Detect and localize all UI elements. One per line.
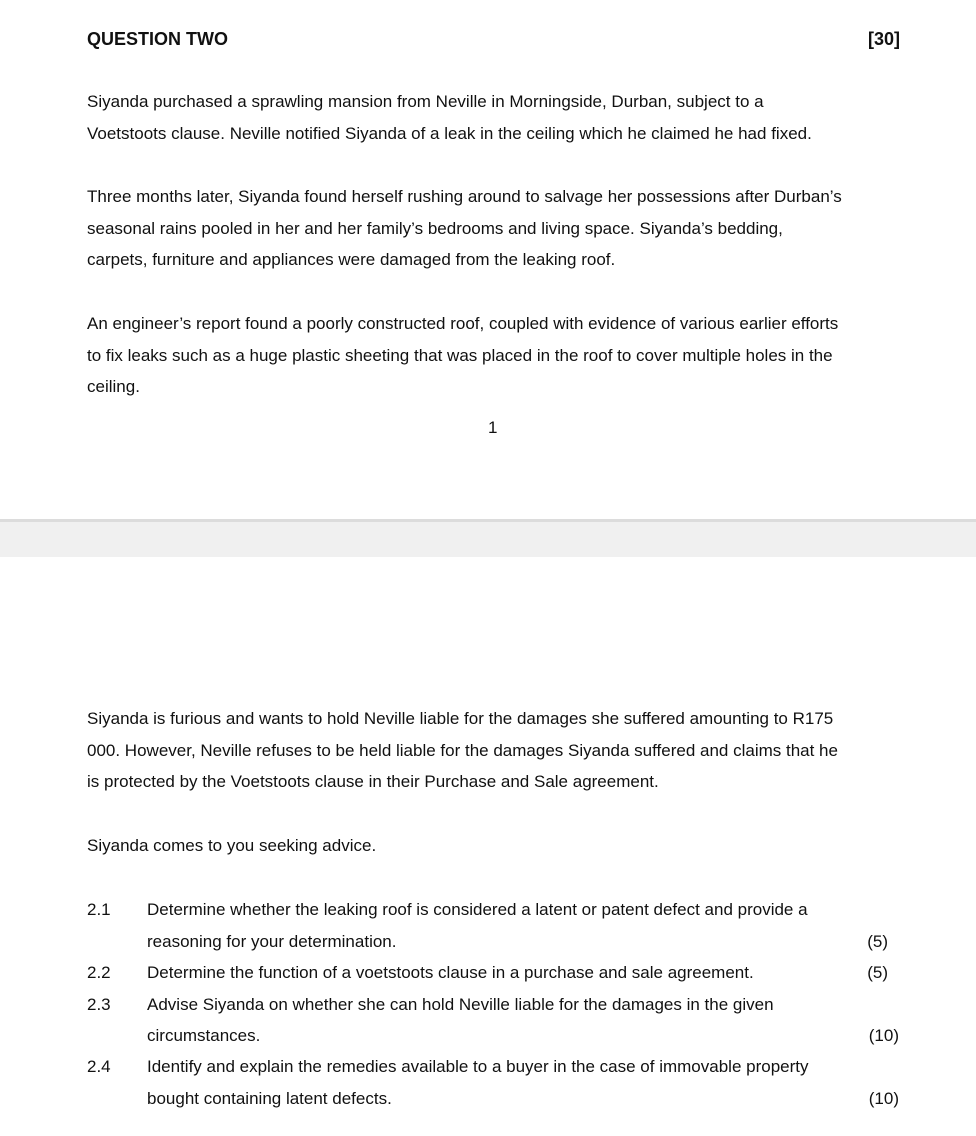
question-title: QUESTION TWO <box>87 29 228 49</box>
question-number: 2.2 <box>87 963 111 982</box>
question-marks: (5) <box>867 963 888 982</box>
question-text-line: Advise Siyanda on whether she can hold Neville liable for the damages in the given <box>147 995 774 1014</box>
paragraph-2 <box>87 181 917 276</box>
paragraph-line: seasonal rains pooled in her and her family’s bedrooms and living space. Siyanda’s bedding, <box>87 218 783 238</box>
paragraph-line: 000. However, Neville refuses to be held liable for the damages Siyanda suffered and claims that he <box>87 740 838 760</box>
paragraph-line: An engineer’s report found a poorly constructed roof, coupled with evidence of various earlier efforts <box>87 314 839 333</box>
question-number: 2.1 <box>87 900 111 919</box>
question-number: 2.4 <box>87 1057 111 1076</box>
paragraph-5 <box>87 830 917 862</box>
document-page-1 <box>0 0 976 519</box>
paragraph-line: to fix leaks such as a huge plastic sheeting that was placed in the roof to cover multiple holes in the <box>87 345 833 365</box>
page-separator <box>0 519 976 557</box>
paragraph-line: Siyanda is furious and wants to hold Neville liable for the damages she suffered amounting to R175 <box>87 709 834 728</box>
question-text-line: Determine whether the leaking roof is considered a latent or patent defect and provide a <box>147 900 808 919</box>
question-text-line: Determine the function of a voetstoots clause in a purchase and sale agreement. <box>147 963 754 982</box>
paragraph-4 <box>87 703 917 798</box>
question-text-line: bought containing latent defects. <box>147 1089 392 1108</box>
paragraph-3 <box>87 308 917 403</box>
question-marks: (10) <box>868 1026 899 1045</box>
paragraph-line: Siyanda purchased a sprawling mansion from Neville in Morningside, Durban, subject to a <box>87 92 764 111</box>
question-text-line: Identify and explain the remedies available to a buyer in the case of immovable property <box>147 1057 809 1076</box>
question-marks: (10) <box>868 1089 899 1108</box>
question-marks: (5) <box>867 932 888 951</box>
paragraph-line: Three months later, Siyanda found herself rushing around to salvage her possessions after Durban’s <box>87 187 842 206</box>
paragraph-1 <box>87 86 917 149</box>
question-text-line: circumstances. <box>147 1026 261 1045</box>
paragraph-line: carpets, furniture and appliances were damaged from the leaking roof. <box>87 250 616 269</box>
paragraph-line: Siyanda comes to you seeking advice. <box>87 836 377 855</box>
paragraph-line: Voetstoots clause. Neville notified Siyanda of a leak in the ceiling which he claimed he had fixed. <box>87 123 812 143</box>
question-text-line: reasoning for your determination. <box>147 932 397 951</box>
document-page-2 <box>0 557 976 1136</box>
paragraph-line: ceiling. <box>87 377 140 396</box>
page-number: 1 <box>488 418 498 437</box>
question-number: 2.3 <box>87 995 111 1014</box>
total-marks: [30] <box>867 29 900 49</box>
paragraph-line: is protected by the Voetstoots clause in their Purchase and Sale agreement. <box>87 772 659 791</box>
